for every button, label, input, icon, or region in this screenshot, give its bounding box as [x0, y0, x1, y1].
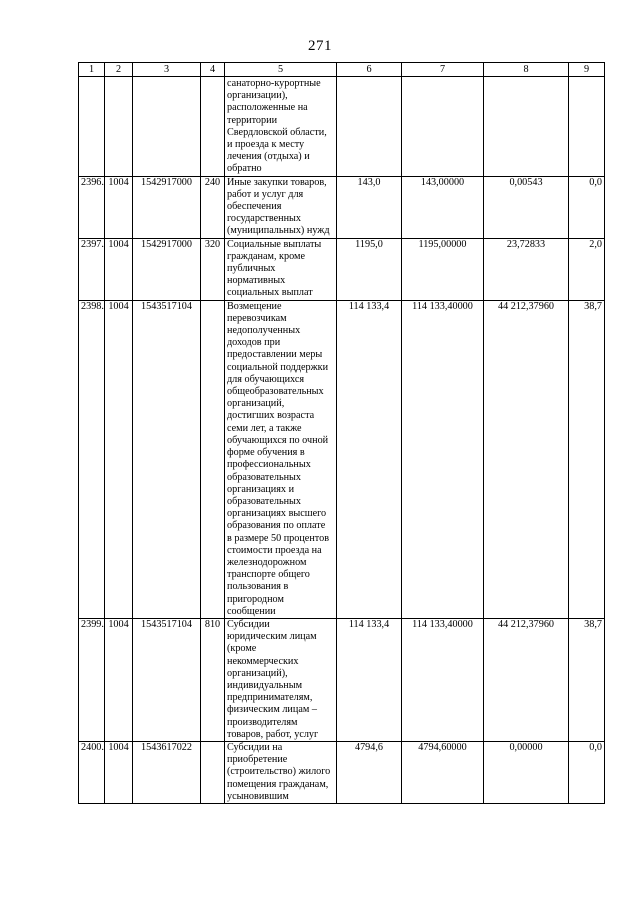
- column-header: 4: [201, 63, 225, 77]
- row-number: 2398.: [79, 300, 105, 618]
- expense-type-code: 320: [201, 238, 225, 300]
- column-header: 8: [484, 63, 569, 77]
- row-description: Иные закупки товаров, работ и услуг для обеспечения государственных (муниципальных) нужд: [225, 176, 337, 238]
- section-code: 1004: [105, 176, 133, 238]
- executed-amount: 0,00543: [484, 176, 569, 238]
- row-number: 2400.: [79, 741, 105, 803]
- execution-percent: 0,0: [569, 741, 605, 803]
- section-code: 1004: [105, 300, 133, 618]
- budget-table: [78, 62, 605, 804]
- column-header: 3: [133, 63, 201, 77]
- target-code: 1543617022: [133, 741, 201, 803]
- executed-amount: 44 212,37960: [484, 618, 569, 741]
- executed-amount: 44 212,37960: [484, 300, 569, 618]
- execution-percent: 0,0: [569, 176, 605, 238]
- section-code: 1004: [105, 618, 133, 741]
- row-description: Социальные выплаты гражданам, кроме публичных нормативных социальных выплат: [225, 238, 337, 300]
- row-description: Субсидии на приобретение (строительство) жилого помещения гражданам, усыновившим: [225, 741, 337, 803]
- row-number: 2397.: [79, 238, 105, 300]
- execution-percent: 2,0: [569, 238, 605, 300]
- table-row: [79, 741, 605, 803]
- execution-percent: 38,7: [569, 618, 605, 741]
- plan-amount: 114 133,40000: [402, 618, 484, 741]
- expense-type-code: [201, 300, 225, 618]
- amount: 1195,0: [337, 238, 402, 300]
- table-row: [79, 176, 605, 238]
- table-row: [79, 238, 605, 300]
- column-header: 6: [337, 63, 402, 77]
- expense-type-code: [201, 741, 225, 803]
- plan-amount: 4794,60000: [402, 741, 484, 803]
- section-code: 1004: [105, 741, 133, 803]
- target-code: 1542917000: [133, 176, 201, 238]
- column-header: 2: [105, 63, 133, 77]
- plan-amount: 143,00000: [402, 176, 484, 238]
- row-description: Субсидии юридическим лицам (кроме некоммерческих организаций), индивидуальным предпринимателям, физическим лицам – производителям товаров, работ, услуг: [225, 618, 337, 741]
- executed-amount: 23,72833: [484, 238, 569, 300]
- plan-amount: 1195,00000: [402, 238, 484, 300]
- column-number-row: [79, 63, 605, 77]
- table-row: [79, 618, 605, 741]
- amount: 4794,6: [337, 741, 402, 803]
- row-number: 2399.: [79, 618, 105, 741]
- executed-amount: 0,00000: [484, 741, 569, 803]
- column-header: 7: [402, 63, 484, 77]
- column-header: 5: [225, 63, 337, 77]
- target-code: 1543517104: [133, 300, 201, 618]
- row-description: Возмещение перевозчикам недополученных доходов при предоставлении меры социальной поддержки для обучающихся общеобразовательных организаций, достигших возраста семи лет, а также обучающихся по очной форме обучения в профессиональных образовательных организациях и образовательных организациях высшего образования по оплате в размере 50 процентов стоимости проезда на железнодорожном транспорте общего пользования в пригородном сообщении: [225, 300, 337, 618]
- page-number: 271: [308, 38, 332, 54]
- column-header: 9: [569, 63, 605, 77]
- plan-amount: 114 133,40000: [402, 300, 484, 618]
- table-row: [79, 300, 605, 618]
- target-code: 1543517104: [133, 618, 201, 741]
- expense-type-code: 810: [201, 618, 225, 741]
- amount: 143,0: [337, 176, 402, 238]
- row-number: 2396.: [79, 176, 105, 238]
- amount: 114 133,4: [337, 618, 402, 741]
- continuation-row: [79, 77, 605, 177]
- execution-percent: 38,7: [569, 300, 605, 618]
- amount: 114 133,4: [337, 300, 402, 618]
- row-description: санаторно-курортные организации), расположенные на территории Свердловской области, и проезда к месту лечения (отдыха) и обратно: [225, 77, 337, 177]
- expense-type-code: 240: [201, 176, 225, 238]
- section-code: 1004: [105, 238, 133, 300]
- target-code: 1542917000: [133, 238, 201, 300]
- column-header: 1: [79, 63, 105, 77]
